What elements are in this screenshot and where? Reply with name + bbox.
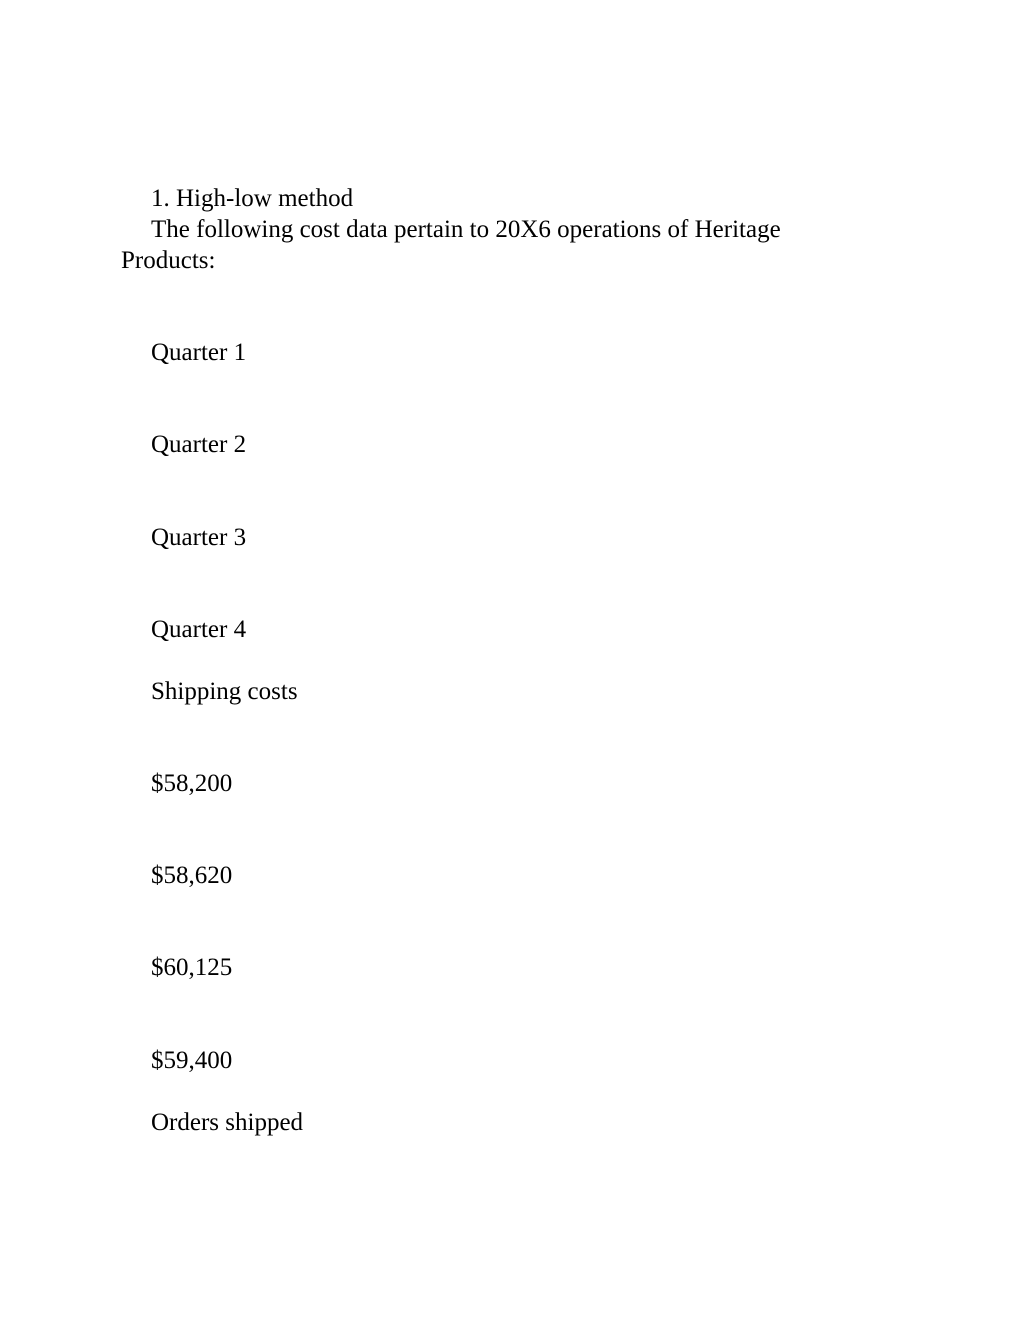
shipping-cost-q4: $59,400 [151,1047,233,1074]
shipping-cost-q3: $60,125 [151,954,233,981]
intro-text-line-1: The following cost data pertain to 20X6 operations of Heritage [151,216,781,243]
shipping-cost-q1: $58,200 [151,770,233,797]
orders-shipped-label: Orders shipped [151,1109,304,1136]
quarter-1-label: Quarter 1 [151,339,247,366]
quarter-2-label: Quarter 2 [151,431,247,458]
quarter-3-label: Quarter 3 [151,524,247,551]
shipping-costs-label: Shipping costs [151,678,298,705]
section-heading: 1. High-low method [151,185,354,212]
shipping-cost-q2: $58,620 [151,862,233,889]
intro-text-line-2: Products: [121,247,216,274]
quarter-4-label: Quarter 4 [151,616,247,643]
